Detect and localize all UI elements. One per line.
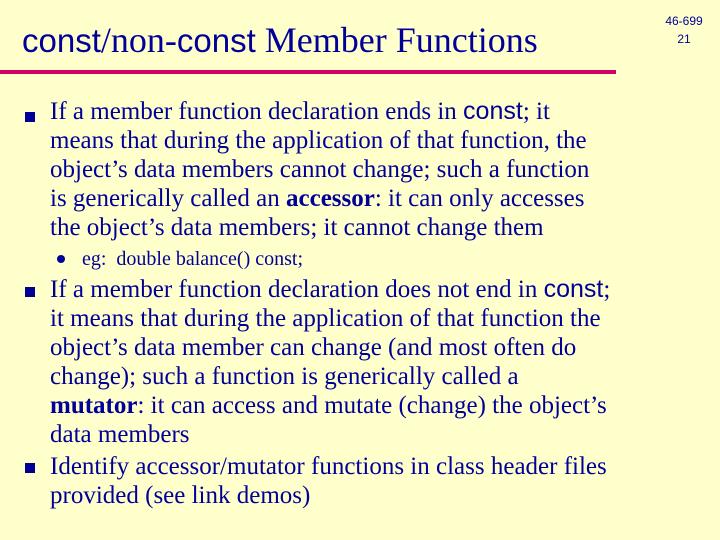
bullet-2-line-5b: : it can access and mutate (change) the object’s bbox=[137, 392, 607, 419]
bullet-square-2 bbox=[25, 287, 35, 297]
bullet-2-text-a: If a member function declaration does not end in bbox=[50, 276, 544, 303]
page-number: 21 bbox=[677, 32, 691, 46]
bullet-1-text bbox=[50, 97, 690, 242]
bullet-2-line-4: change); such a function is generically called a bbox=[50, 363, 519, 390]
bullet-1-text-a: If a member function declaration ends in bbox=[50, 98, 464, 125]
bullet-square-3 bbox=[25, 463, 35, 473]
sub-bullet-dot bbox=[57, 255, 65, 263]
title-underline bbox=[0, 70, 616, 74]
bullet-1-line-1 bbox=[50, 97, 690, 126]
bullet-1-line-3: object’s data members cannot change; such a function bbox=[50, 156, 590, 183]
bullet-1-line-4b: : it can only accesses bbox=[374, 185, 585, 212]
bullet-1-line-2: means that during the application of that function, the bbox=[50, 127, 587, 154]
bullet-2-line-1 bbox=[50, 275, 690, 304]
bullet-2-code: const bbox=[543, 275, 604, 303]
slide-number bbox=[656, 12, 712, 48]
bullet-2-line-3: object’s data member can change (and most often do bbox=[50, 334, 577, 361]
course-number: 46-699 bbox=[665, 14, 703, 28]
bullet-square-1 bbox=[25, 112, 35, 122]
bullet-2-text-b: ; bbox=[603, 276, 611, 303]
bullet-1-code: const bbox=[463, 97, 523, 125]
accessor-term: accessor bbox=[286, 185, 375, 212]
bullet-1-line-4 bbox=[50, 184, 690, 213]
bullet-1-line-5: the object’s data members; it cannot change them bbox=[50, 214, 544, 241]
sub-bullet-example: eg: double balance() const; bbox=[82, 248, 304, 270]
mutator-term: mutator bbox=[50, 392, 138, 419]
bullet-3-line-2: provided (see link demos) bbox=[50, 482, 311, 509]
slide-title bbox=[22, 18, 538, 63]
bullet-2-line-2: it means that during the application of that function the bbox=[50, 305, 601, 332]
title-const-1: const bbox=[22, 22, 101, 59]
title-rest: Member Functions bbox=[255, 20, 538, 60]
title-const-2: const bbox=[176, 22, 256, 59]
bullet-3-line-1: Identify accessor/mutator functions in class header files bbox=[50, 453, 607, 480]
bullet-3-text bbox=[50, 452, 690, 510]
bullet-2-text bbox=[50, 275, 690, 449]
bullet-2-line-6: data members bbox=[50, 421, 190, 448]
title-non: /non- bbox=[100, 20, 177, 60]
bullet-1-line-4a: is generically called an bbox=[50, 185, 286, 212]
bullet-1-text-b: ; it bbox=[522, 98, 550, 125]
bullet-2-line-5 bbox=[50, 391, 690, 420]
